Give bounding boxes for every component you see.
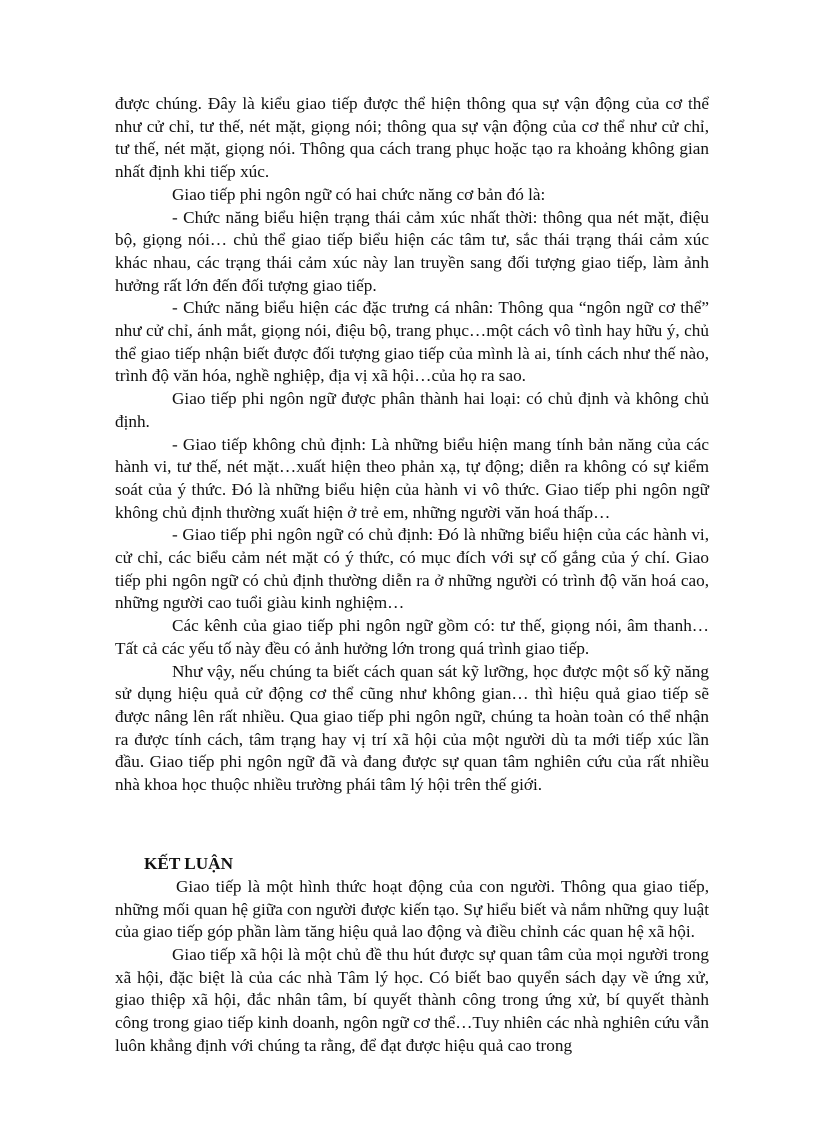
section-spacer <box>115 797 709 852</box>
paragraph-summary: Như vậy, nếu chúng ta biết cách quan sát kỹ lưỡng, học được một số kỹ năng sử dụng hiệu quả cử động cơ thể cũng như không gian… thì hiệu quả giao tiếp sẽ được nâng lên rất nhiều. Qua giao tiếp phi ngôn ngữ, chúng ta hoàn toàn có thể nhận ra được tính cách, tâm trạng hay vị trí xã hội của một người dù ta mới tiếp xúc lần đầu. Giao tiếp phi ngôn ngữ đã và đang được sự quan tâm nghiên cứu của rất nhiều nhà khoa học thuộc nhiều trường phái tâm lý hội trên thế giới. <box>115 661 709 795</box>
paragraph-functions-intro: Giao tiếp phi ngôn ngữ có hai chức năng cơ bản đó là: <box>172 184 546 204</box>
paragraph-types-intro: Giao tiếp phi ngôn ngữ được phân thành hai loại: có chủ định và không chủ định. <box>115 389 709 431</box>
paragraph-channels: Các kênh của giao tiếp phi ngôn ngữ gồm có: tư thế, giọng nói, âm thanh…Tất cả các yếu tố này đều có ảnh hưởng lớn trong quá trình giao tiếp. <box>115 616 709 658</box>
paragraph-conclusion-1: Giao tiếp là một hình thức hoạt động của con người. Thông qua giao tiếp, những mối quan hệ giữa con người được kiến tạo. Sự hiểu biết và nắm những quy luật của giao tiếp góp phần làm tăng hiệu quả lao động và điều chỉnh các quan hệ xã hội. <box>115 876 709 942</box>
paragraph-function-personal: - Chức năng biểu hiện các đặc trưng cá nhân: Thông qua “ngôn ngữ cơ thể” như cử chỉ, ánh mắt, giọng nói, điệu bộ, trang phục…một cách vô tình hay hữu ý, chủ thể giao tiếp nhận biết được đối tượng giao tiếp của mình là ai, tính cách như thế nào, trình độ văn hóa, nghề nghiệp, địa vị xã hội…của họ ra sao. <box>115 298 709 386</box>
conclusion-heading: KẾT LUẬN <box>144 853 233 873</box>
paragraph-conclusion-2: Giao tiếp xã hội là một chủ đề thu hút được sự quan tâm của mọi người trong xã hội, đặc biệt là của các nhà Tâm lý học. Có biết bao quyển sách dạy về ứng xử, giao thiệp xã hội, đắc nhân tâm, bí quyết thành công trong ứng xử, bí quyết thành công trong giao tiếp kinh doanh, ngôn ngữ cơ thể…Tuy nhiên các nhà nghiên cứu vẫn luôn khẳng định với chúng ta rằng, để đạt được hiệu quả cao trong <box>115 944 709 1055</box>
document-page <box>115 93 709 1057</box>
paragraph-intentional: - Giao tiếp phi ngôn ngữ có chủ định: Đó là những biểu hiện của các hành vi, cử chỉ, các biểu cảm nét mặt có ý thức, có mục đích với sự cố gắng của ý chí. Giao tiếp phi ngôn ngữ có chủ định thường diễn ra ở những người có trình độ văn hoá cao, những người cao tuổi giàu kinh nghiệm… <box>115 525 709 613</box>
paragraph-unintentional: - Giao tiếp không chủ định: Là những biểu hiện mang tính bản năng của các hành vi, tư thế, nét mặt…xuất hiện theo phản xạ, tự động; diễn ra không có sự kiểm soát của ý thức. Đó là những biểu hiện của hành vi vô thức. Giao tiếp phi ngôn ngữ không chủ định thường xuất hiện ở trẻ em, những người văn hoá thấp… <box>115 434 709 522</box>
paragraph-nonverbal-intro: được chúng. Đây là kiểu giao tiếp được thể hiện thông qua sự vận động của cơ thể như cử chỉ, tư thế, nét mặt, giọng nói; thông qua sự vận động của cơ thể như cử chỉ, tư thế, nét mặt, giọng nói. Thông qua cách trang phục hoặc tạo ra khoảng không gian nhất định khi tiếp xúc. <box>115 94 709 182</box>
paragraph-function-emotion: - Chức năng biểu hiện trạng thái cảm xúc nhất thời: thông qua nét mặt, điệu bộ, giọng nói… chủ thể giao tiếp biểu hiện các tâm tư, sắc thái trạng thái cảm xúc khác nhau, các trạng thái cảm xúc này lan truyền sang đối tượng giao tiếp, làm ảnh hưởng rất lớn đến đối tượng giao tiếp. <box>115 207 709 295</box>
